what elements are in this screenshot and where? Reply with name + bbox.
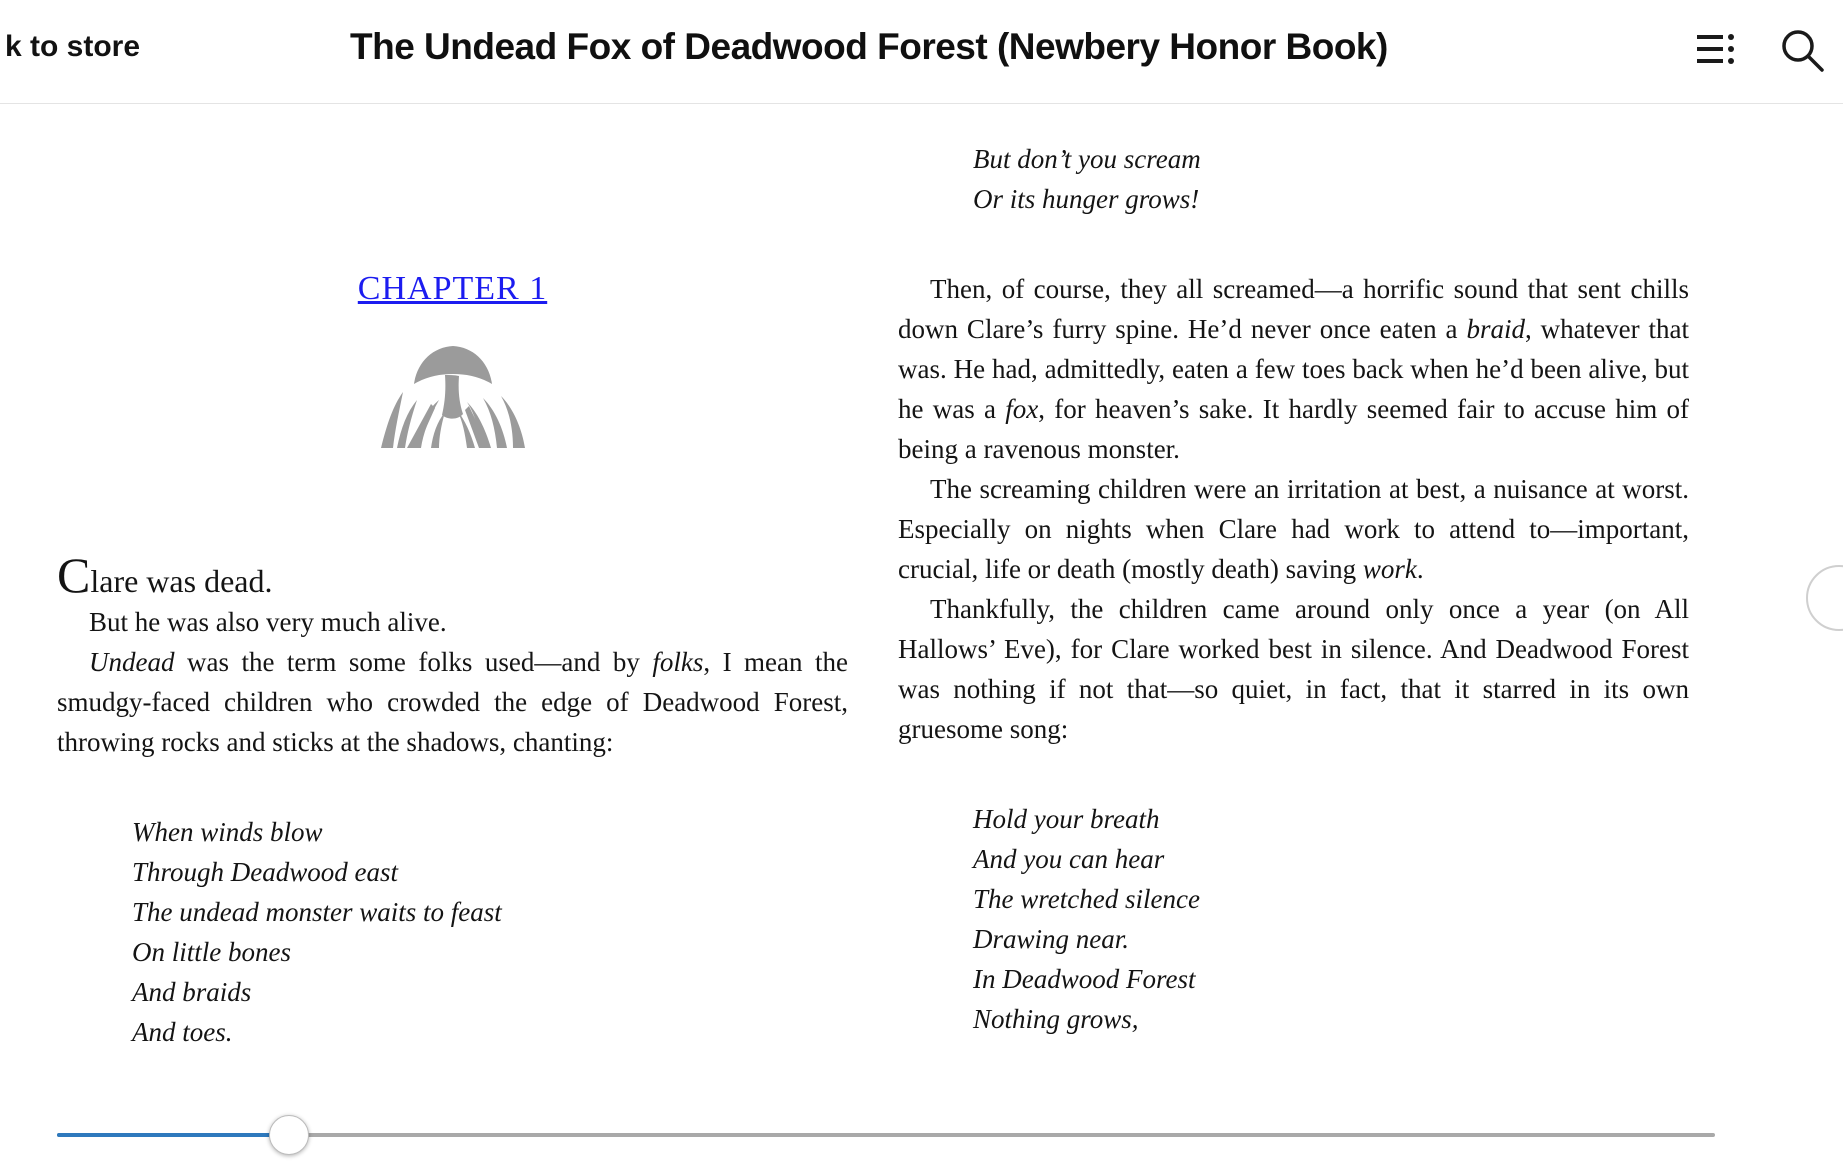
poem-line: But don’t you scream xyxy=(973,144,1201,174)
reader-header xyxy=(0,0,1843,104)
chapter-heading xyxy=(57,269,848,310)
progress-fill xyxy=(57,1133,289,1137)
poem-line: Through Deadwood east xyxy=(132,857,399,887)
back-to-store-button[interactable]: k to store xyxy=(5,30,141,63)
progress-handle[interactable] xyxy=(269,1115,309,1155)
poem-line: Nothing grows, xyxy=(973,1004,1139,1034)
poem-line: The undead monster waits to feast xyxy=(132,897,502,927)
poem-line: In Deadwood Forest xyxy=(973,964,1196,994)
chant-poem-continued xyxy=(973,139,1689,219)
poem-line: The wretched silence xyxy=(973,884,1200,914)
opening-line xyxy=(57,547,848,603)
left-page xyxy=(57,103,848,1102)
table-of-contents-button[interactable] xyxy=(1694,28,1736,70)
next-page-button[interactable] xyxy=(1806,565,1843,631)
poem-line: And toes. xyxy=(132,1017,233,1047)
poem-line: And you can hear xyxy=(973,844,1165,874)
opening-text: lare was dead. xyxy=(90,563,273,599)
chant-poem xyxy=(132,812,848,1052)
mushroom-grass-illustration xyxy=(373,340,533,450)
poem-line: When winds blow xyxy=(132,817,323,847)
paragraph: Undead was the term some folks used—and by folks, I mean the smudgy-faced children who crowded the edge of Deadwood Forest, throwing rocks and sticks at the shadows, chanting: xyxy=(57,647,848,757)
poem-line: And braids xyxy=(132,977,252,1007)
paragraph: Thankfully, the children came around only once a year (on All Hallows’ Eve), for Clare worked best in silence. And Deadwood Forest was nothing if not that—so quiet, in fact, that it starred in its own gruesome song: xyxy=(898,594,1689,744)
paragraph: But he was also very much alive. xyxy=(89,607,447,637)
reading-progress-slider xyxy=(57,1113,1715,1157)
right-page xyxy=(898,103,1689,1089)
poem-line: On little bones xyxy=(132,937,291,967)
search-icon xyxy=(1778,62,1826,77)
poem-line: Or its hunger grows! xyxy=(973,184,1200,214)
opening-initial-cap: C xyxy=(57,547,91,603)
contents-icon xyxy=(1694,58,1736,73)
book-title: The Undead Fox of Deadwood Forest (Newbery Honor Book) xyxy=(350,26,1388,67)
chapter-1-link[interactable]: CHAPTER 1 xyxy=(357,270,548,307)
poem-line: Drawing near. xyxy=(973,924,1130,954)
search-button[interactable] xyxy=(1778,26,1826,74)
paragraph: The screaming children were an irritation at best, a nuisance at worst. Especially on nights when Clare had work to attend to—important, crucial, life or death (mostly death) saving work. xyxy=(898,474,1689,584)
poem-line: Hold your breath xyxy=(973,804,1160,834)
paragraph: Then, of course, they all screamed—a horrific sound that sent chills down Clare’s furry spine. He’d never once eaten a braid, whatever that was. He had, admittedly, eaten a few toes back when he’d been alive, but he was a fox, for heaven’s sake. It hardly seemed fair to accuse him of being a ravenous monster. xyxy=(898,274,1689,464)
gruesome-song-poem xyxy=(973,799,1689,1039)
